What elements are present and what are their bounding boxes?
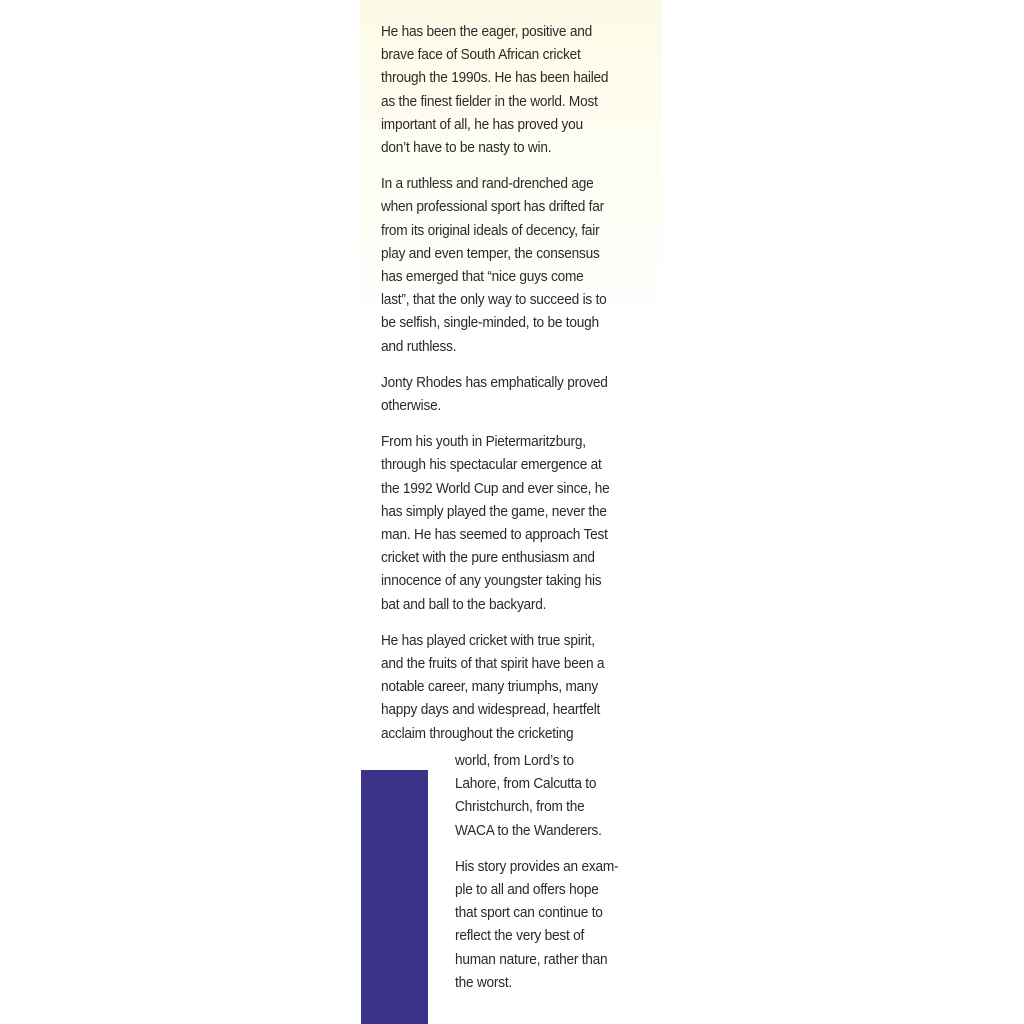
- line: reflect the very best of: [455, 927, 585, 945]
- line: happy days and widespread, heartfelt: [381, 701, 601, 719]
- paragraph-2: [381, 172, 651, 358]
- line: and ruthless.: [381, 337, 457, 355]
- line: has simply played the game, never the: [381, 502, 607, 520]
- line: notable career, many triumphs, many: [381, 678, 599, 696]
- line: has emerged that “nice guys come: [381, 268, 584, 286]
- paragraph-6: [455, 855, 653, 994]
- line: human nature, rather than: [455, 950, 608, 968]
- line: innocence of any youngster taking his: [381, 572, 602, 590]
- line: acclaim throughout the cricketing: [381, 724, 574, 742]
- line: ple to all and offers hope: [455, 881, 599, 899]
- line: that sport can continue to: [455, 904, 603, 922]
- line: Jonty Rhodes has emphatically proved: [381, 373, 608, 391]
- line: when professional sport has drifted far: [381, 198, 604, 216]
- line: through the 1990s. He has been hailed: [381, 69, 609, 87]
- line: as the finest fielder in the world. Most: [381, 92, 598, 110]
- line: Lahore, from Calcutta to: [455, 775, 597, 793]
- paragraph-5: [381, 629, 651, 745]
- line: from its original ideals of decency, fair: [381, 221, 600, 239]
- line: through his spectacular emergence at: [381, 456, 602, 474]
- line: bat and ball to the backyard.: [381, 595, 547, 613]
- line: He has been the eager, positive and: [381, 23, 592, 40]
- line: the worst.: [455, 973, 513, 991]
- purple-spine-bar: [361, 770, 428, 1024]
- blurb-text-indented: [455, 749, 644, 1007]
- paragraph-3: [381, 371, 651, 417]
- line: cricket with the pure enthusiasm and: [381, 549, 595, 567]
- line: Christchurch, from the: [455, 798, 585, 816]
- paragraph-5-continued: [455, 749, 653, 842]
- line: His story provides an exam-: [455, 857, 619, 875]
- line: In a ruthless and rand-drenched age: [381, 175, 594, 193]
- line: important of all, he has proved you: [381, 115, 583, 133]
- line: and the fruits of that spirit have been a: [381, 655, 605, 673]
- line: WACA to the Wanderers.: [455, 821, 602, 839]
- paragraph-4: [381, 430, 651, 616]
- line: the 1992 World Cup and ever since, he: [381, 479, 610, 497]
- line: He has played cricket with true spirit,: [381, 631, 595, 649]
- line: otherwise.: [381, 397, 442, 415]
- line: last”, that the only way to succeed is to: [381, 291, 607, 309]
- line: world, from Lord’s to: [455, 752, 574, 769]
- line: be selfish, single-minded, to be tough: [381, 314, 599, 332]
- blurb-text: [381, 20, 631, 758]
- line: man. He has seemed to approach Test: [381, 526, 608, 544]
- line: brave face of South African cricket: [381, 46, 581, 64]
- paragraph-1: [381, 20, 651, 159]
- line: From his youth in Pietermaritzburg,: [381, 433, 586, 451]
- line: play and even temper, the consensus: [381, 244, 600, 262]
- line: don’t have to be nasty to win.: [381, 139, 552, 157]
